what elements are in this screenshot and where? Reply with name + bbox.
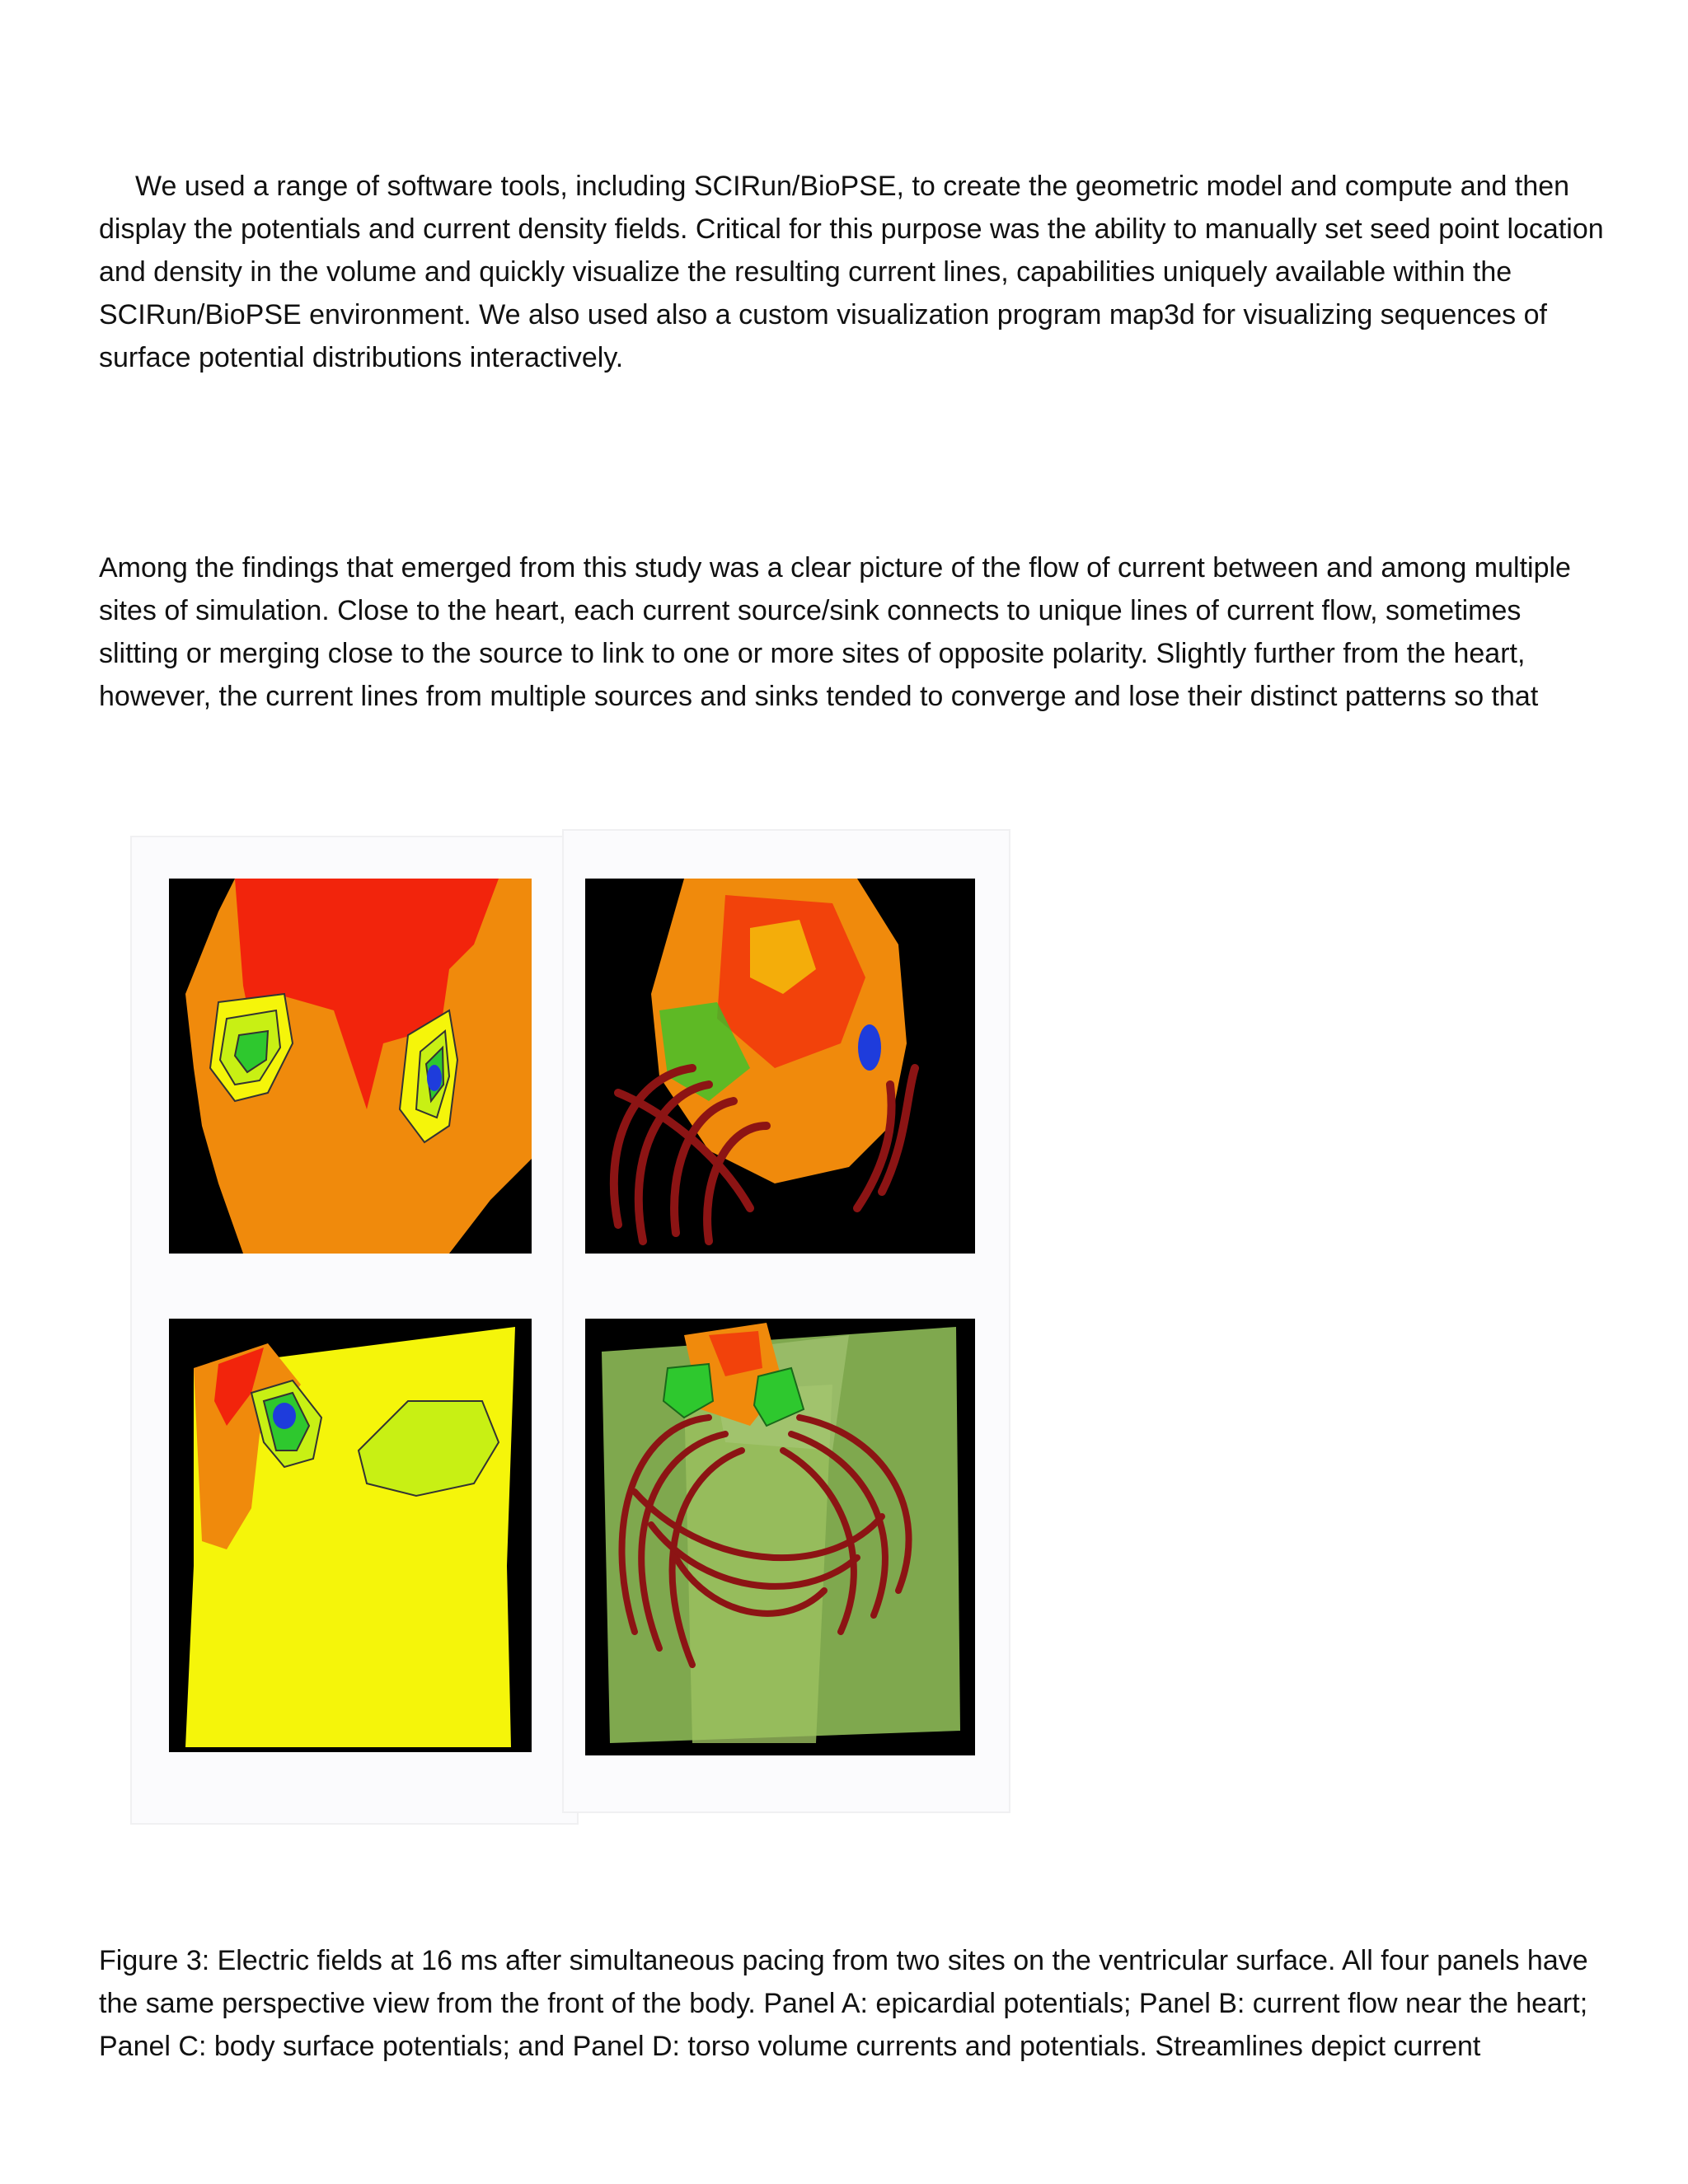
panel-d-torso-volume-currents (585, 1319, 975, 1755)
panel-a-epicardial-potentials (169, 879, 532, 1254)
paragraph-software-tools: We used a range of software tools, including SCIRun/BioPSE, to create the geometric model and compute and then display the potentials and current density fields. Critical for this purpose was the ability to manually set seed point location and density in the volume and quickly visualize the resulting current lines, capabilities uniquely available within the SCIRun/BioPSE environment. We also used also a custom visualization program map3d for visualizing sequences of surface potential distributions interactively. (99, 171, 1604, 373)
figure-3 (124, 824, 1014, 1830)
figure-caption: Figure 3: Electric fields at 16 ms after simultaneous pacing from two sites on the ventricular surface. All four panels have the same perspective view from the front of the body. Panel A: epicardial potentials; Panel B: current flow near the heart; Panel C: body surface potentials; and Panel D: torso volume currents and potentials. Streamlines depict current (99, 1945, 1588, 2062)
panel-b-current-flow (585, 879, 975, 1254)
paragraph-findings: Among the findings that emerged from this study was a clear picture of the flow of current between and among multiple sites of simulation. Close to the heart, each current source/sink connects to unique lines of current flow, sometimes slitting or merging close to the source to link to one or more sites of opposite polarity. Slightly further from the heart, however, the current lines from multiple sources and sinks tended to converge and lose their distinct patterns so that (99, 552, 1571, 712)
panel-c-body-surface-potentials (169, 1319, 532, 1752)
